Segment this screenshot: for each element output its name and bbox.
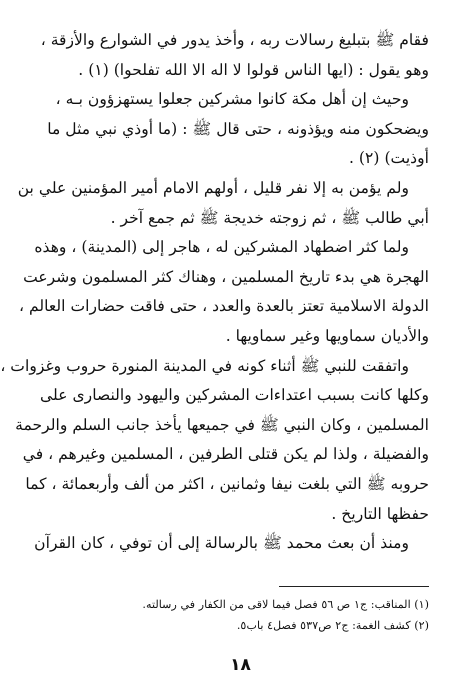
page-number: ١٨ <box>230 655 251 675</box>
footnote-1: (١) المناقب: ج١ ص ٥٦ فصل فيما لاقى من الكفار في رسالته. <box>142 598 429 611</box>
text-line: وكلها كانت بسبب اعتداءات المشركين واليهود والنصارى على <box>40 386 429 405</box>
text-line: ومنذ أن بعث محمد ﷺ بالرسالة إلى أن توفي ، كان القرآن <box>34 534 409 553</box>
text-line: المسلمين ، وكان النبي ﷺ في جميعها يأخذ جانب السلم والرحمة <box>15 415 429 434</box>
text-line: والأديان سماويها وغير سماويها . <box>225 326 429 345</box>
text-line: فقام ﷺ بتبليغ رسالات ربه ، وأخذ يدور في الشوارع والأزقة ، <box>40 31 429 49</box>
paragraph-6 <box>34 529 429 559</box>
footnotes <box>46 594 429 636</box>
text-line: أوذيت) (٢) . <box>349 149 429 168</box>
text-line: الدولة الاسلامية تعتز بالعدة والعدد ، حتى فاقت حضارات العالم ، <box>19 297 429 316</box>
body-text <box>0 26 429 559</box>
text-line: أبي طالب ﷺ ، ثم زوجته خديجة ﷺ ثم جمع آخر . <box>110 208 429 227</box>
text-line: والفضيلة ، ولذا لم يكن قتلى الطرفين ، المسلمين وغيرهم ، في <box>22 445 429 464</box>
paragraph-1 <box>40 26 429 85</box>
text-line: ويضحكون منه ويؤذونه ، حتى قال ﷺ : (ما أوذي نبي مثل ما <box>47 119 429 138</box>
text-line: ولما كثر اضطهاد المشركين له ، هاجر إلى (المدينة) ، وهذه <box>34 238 409 257</box>
text-line: وهو يقول : (ايها الناس قولوا لا اله الا الله تفلحوا) (١) . <box>78 60 429 79</box>
text-line: واتفقت للنبي ﷺ أثناء كونه في المدينة المنورة حروب وغزوات ، <box>0 356 409 375</box>
text-line: حفظها التاريخ . <box>331 504 429 523</box>
footnote-2: (٢) كشف الغمة: ج٢ ص٥٣٧ فصل٤ باب٥. <box>236 619 429 632</box>
paragraph-2 <box>46 85 429 174</box>
text-line: ولم يؤمن به إلا نفر قليل ، أولهم الامام أمير المؤمنين علي بن <box>17 178 409 197</box>
paragraph-4 <box>19 233 429 351</box>
paragraph-5 <box>0 352 429 530</box>
text-line: الهجرة هي بدء تاريخ المسلمين ، وهناك كثر المسلمون وشرعت <box>23 267 429 286</box>
footnote-divider <box>279 586 429 587</box>
paragraph-3 <box>17 174 429 233</box>
text-line: وحيث إن أهل مكة كانوا مشركين جعلوا يستهزؤون بـه ، <box>55 90 409 109</box>
text-line: حروبه ﷺ التي بلغت نيفا وثمانين ، اكثر من ألف وأربعمائة ، كما <box>25 474 429 493</box>
